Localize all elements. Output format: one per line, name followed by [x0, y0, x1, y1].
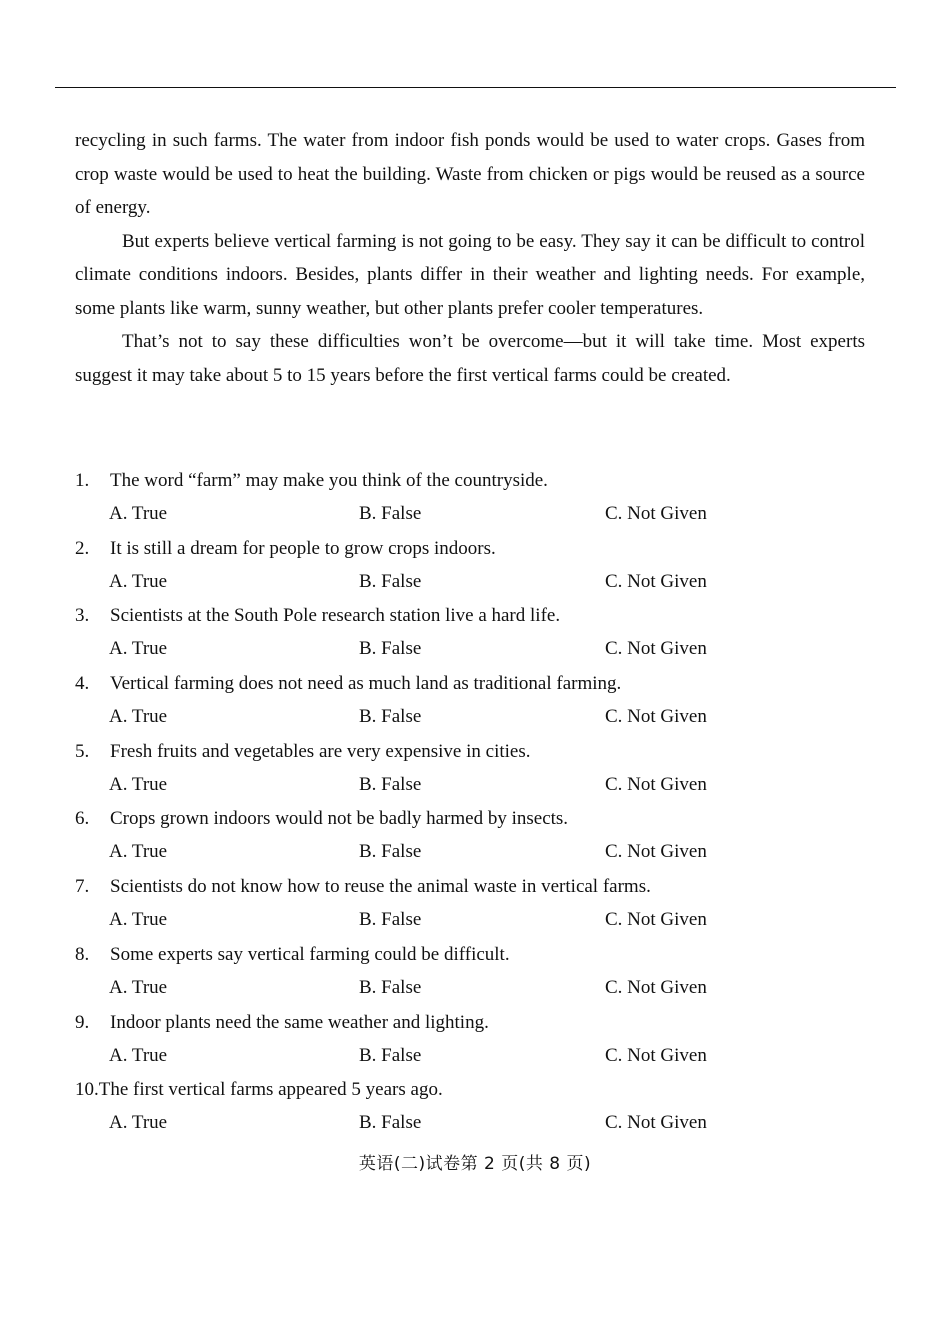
passage-paragraph: recycling in such farms. The water from indoor fish ponds would be used to water crops. Gases from crop waste would be used to heat the building. Waste from chicken or pigs would be reused as a source of energy. [75, 130, 865, 218]
option-a[interactable]: A. True [109, 909, 168, 931]
question-list [75, 464, 875, 1141]
question-7 [75, 870, 875, 938]
option-b[interactable]: B. False [359, 638, 422, 660]
answer-options [109, 971, 809, 1004]
passage-paragraph: But experts believe vertical farming is not going to be easy. They say it can be difficult to control climate conditions indoors. Besides, plants differ in their weather and lighting needs. For example, some plants like warm, sunny weather, but other plants prefer cooler temperatures. [75, 230, 865, 319]
question-1 [75, 464, 875, 532]
question-text: The word “farm” may make you think of the countryside. [110, 470, 548, 491]
question-5 [75, 735, 875, 803]
question-number: 1. [75, 470, 90, 491]
passage-paragraph: That’s not to say these difficulties won’t be overcome—but it will take time. Most experts suggest it may take about 5 to 15 years before the first vertical farms could be created. [75, 331, 865, 386]
answer-options [109, 835, 809, 868]
page-footer: 英语(二)试卷第 2 页(共 8 页) [358, 1154, 592, 1174]
option-a[interactable]: A. True [109, 570, 168, 592]
option-b[interactable]: B. False [359, 909, 422, 931]
option-a[interactable]: A. True [109, 638, 168, 660]
answer-options [109, 1039, 809, 1072]
header-rule [55, 87, 896, 88]
option-c[interactable]: C. Not Given [605, 570, 707, 592]
option-b[interactable]: B. False [359, 503, 422, 524]
question-text: Fresh fruits and vegetables are very expensive in cities. [110, 740, 531, 762]
question-number: 4. [75, 673, 90, 695]
option-a[interactable]: A. True [109, 1112, 168, 1134]
question-number: 6. [75, 808, 90, 830]
option-c[interactable]: C. Not Given [605, 638, 707, 660]
option-b[interactable]: B. False [359, 1044, 422, 1066]
option-c[interactable]: C. Not Given [605, 909, 707, 931]
question-2 [75, 532, 875, 600]
option-c[interactable]: C. Not Given [605, 773, 707, 795]
option-c[interactable]: C. Not Given [605, 503, 707, 524]
reading-passage [75, 124, 865, 392]
question-text: Indoor plants need the same weather and lighting. [110, 1011, 489, 1033]
question-number: 5. [75, 740, 90, 762]
option-b[interactable]: B. False [359, 570, 422, 592]
question-text: Scientists do not know how to reuse the animal waste in vertical farms. [110, 876, 651, 898]
answer-options [109, 903, 809, 936]
option-b[interactable]: B. False [359, 706, 422, 728]
question-number: 10. [75, 1079, 99, 1101]
answer-options [109, 632, 809, 665]
option-a[interactable]: A. True [109, 976, 168, 998]
option-b[interactable]: B. False [359, 773, 422, 795]
option-c[interactable]: C. Not Given [605, 976, 707, 998]
question-4 [75, 667, 875, 735]
option-b[interactable]: B. False [359, 841, 422, 863]
option-a[interactable]: A. True [109, 1044, 168, 1066]
option-a[interactable]: A. True [109, 706, 168, 728]
question-text: Vertical farming does not need as much land as traditional farming. [110, 673, 622, 695]
answer-options [109, 768, 809, 801]
question-number: 3. [75, 605, 90, 627]
answer-options [109, 1106, 809, 1139]
option-b[interactable]: B. False [359, 1112, 422, 1134]
question-number: 8. [75, 943, 90, 965]
question-text: Scientists at the South Pole research station live a hard life. [110, 605, 561, 627]
answer-options [109, 700, 809, 733]
answer-options [109, 497, 809, 530]
question-number: 7. [75, 876, 90, 898]
question-8 [75, 938, 875, 1006]
option-b[interactable]: B. False [359, 976, 422, 998]
option-c[interactable]: C. Not Given [605, 841, 707, 863]
question-10 [75, 1073, 875, 1141]
option-c[interactable]: C. Not Given [605, 706, 707, 728]
option-a[interactable]: A. True [109, 773, 168, 795]
option-a[interactable]: A. True [109, 841, 168, 863]
option-c[interactable]: C. Not Given [605, 1112, 707, 1134]
question-text: Crops grown indoors would not be badly harmed by insects. [110, 808, 569, 830]
question-number: 2. [75, 537, 90, 559]
question-3 [75, 599, 875, 667]
question-6 [75, 802, 875, 870]
answer-options [109, 565, 809, 598]
question-text: Some experts say vertical farming could be difficult. [110, 943, 510, 965]
question-9 [75, 1006, 875, 1074]
question-text: It is still a dream for people to grow crops indoors. [110, 537, 496, 559]
option-c[interactable]: C. Not Given [605, 1044, 707, 1066]
option-a[interactable]: A. True [109, 503, 168, 524]
question-text: The first vertical farms appeared 5 years ago. [98, 1079, 443, 1101]
question-number: 9. [75, 1011, 90, 1033]
